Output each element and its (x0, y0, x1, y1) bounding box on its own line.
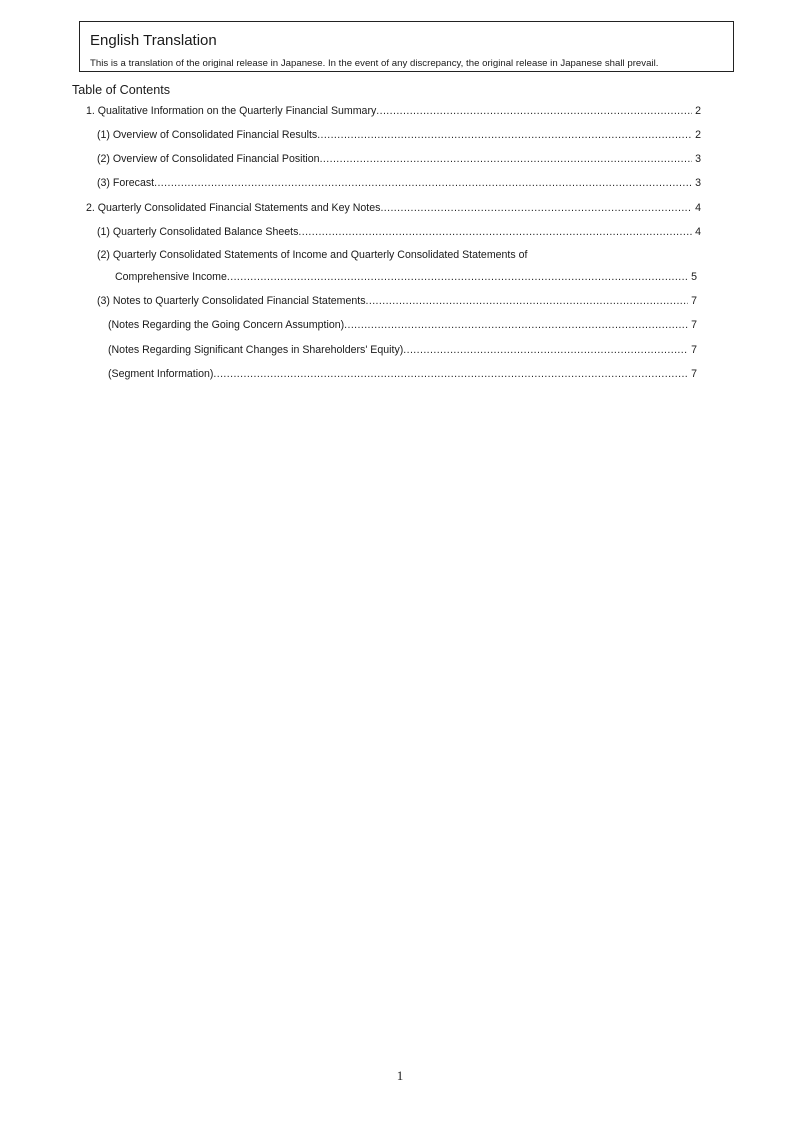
toc-leader-dots (154, 177, 692, 190)
toc-entry-page: 2 (695, 129, 701, 141)
toc-entry-financial-results[interactable] (97, 129, 701, 142)
toc-entry-label: Comprehensive Income (115, 271, 227, 283)
toc-entry-forecast[interactable] (97, 177, 701, 190)
toc-entry-page: 7 (691, 295, 697, 307)
toc-leader-dots (320, 153, 693, 166)
toc-entry-label: (1) Quarterly Consolidated Balance Sheets (97, 226, 299, 238)
toc-entry-qualitative-information[interactable] (86, 105, 701, 118)
toc-leader-dots (366, 295, 689, 308)
toc-leader-dots (344, 319, 688, 332)
notice-title: English Translation (90, 32, 217, 49)
page-number: 1 (396, 1068, 404, 1083)
toc-entry-notes[interactable] (97, 295, 697, 308)
translation-notice-box (79, 21, 734, 72)
toc-entry-page: 7 (691, 368, 697, 380)
toc-entry-label: 2. Quarterly Consolidated Financial Statements and Key Notes (86, 202, 381, 214)
toc-title: Table of Contents (72, 83, 171, 97)
toc-entry-page: 4 (695, 202, 701, 214)
toc-entry-segment-information[interactable] (108, 368, 697, 381)
toc-leader-dots (227, 271, 688, 284)
toc-entry-income-statements-line1[interactable]: (2) Quarterly Consolidated Statements of Income and Quarterly Consolidated Statements of (97, 249, 528, 261)
toc-entry-page: 7 (691, 344, 697, 356)
toc-entry-page: 4 (695, 226, 701, 238)
toc-leader-dots (380, 202, 692, 215)
toc-entry-financial-statements[interactable] (86, 202, 701, 215)
toc-entry-label: (2) Overview of Consolidated Financial Position (97, 153, 320, 165)
toc-entry-financial-position[interactable] (97, 153, 701, 166)
toc-entry-comprehensive-income[interactable] (115, 271, 697, 284)
toc-leader-dots (403, 344, 688, 357)
toc-leader-dots (376, 105, 692, 118)
toc-entry-label: 1. Qualitative Information on the Quarterly Financial Summary (86, 105, 377, 117)
notice-text: This is a translation of the original release in Japanese. In the event of any discrepancy, the original release in Japanese shall prevail. (90, 58, 659, 69)
toc-entry-label: (1) Overview of Consolidated Financial Results (97, 129, 318, 141)
toc-entry-page: 3 (695, 177, 701, 189)
toc-entry-label: (Notes Regarding Significant Changes in Shareholders' Equity) (108, 344, 404, 356)
toc-leader-dots (298, 226, 692, 239)
toc-entry-label: (3) Forecast (97, 177, 155, 189)
toc-entry-shareholders-equity[interactable] (108, 344, 697, 357)
toc-entry-page: 2 (695, 105, 701, 117)
toc-entry-label: (3) Notes to Quarterly Consolidated Financial Statements (97, 295, 366, 307)
toc-leader-dots (213, 368, 688, 381)
toc-entry-going-concern[interactable] (108, 319, 697, 332)
toc-entry-page: 3 (695, 153, 701, 165)
toc-entry-balance-sheets[interactable] (97, 226, 701, 239)
toc-entry-label: (Notes Regarding the Going Concern Assumption) (108, 319, 345, 331)
toc-leader-dots (317, 129, 692, 142)
toc-entry-label: (Segment Information) (108, 368, 214, 380)
toc-entry-page: 7 (691, 319, 697, 331)
toc-entry-page: 5 (691, 271, 697, 283)
